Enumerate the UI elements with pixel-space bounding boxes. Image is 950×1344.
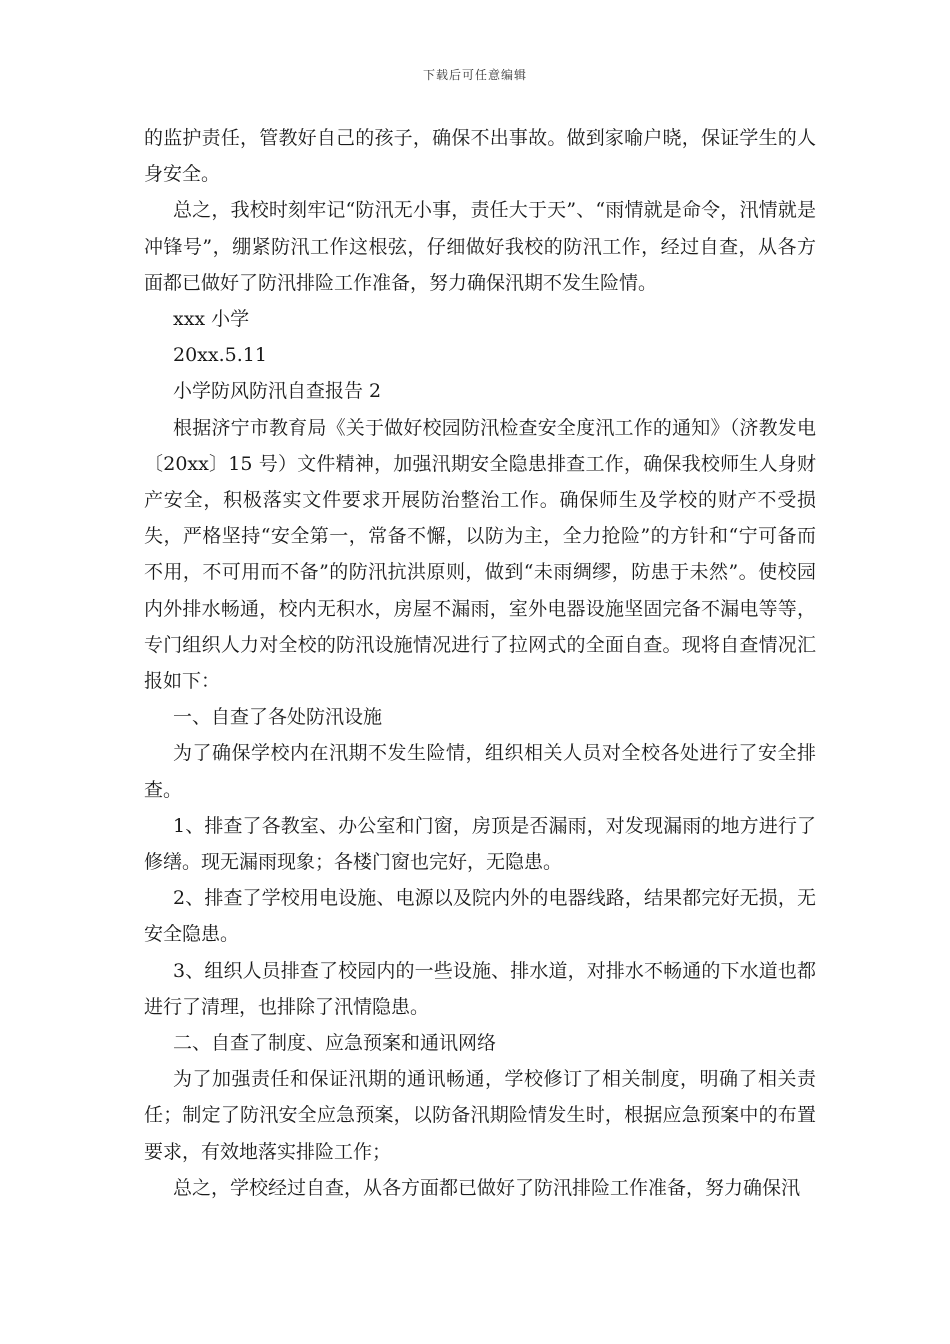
section-heading-1: 一、自查了各处防汛设施	[173, 706, 383, 729]
list-item-2: 2、排查了学校用电设施、电源以及院内外的电器线路，结果都完好无损，无安全隐患。	[144, 887, 816, 946]
signature-school: xxx 小学	[173, 308, 250, 331]
page-header-note: 下载后可任意编辑	[422, 68, 527, 82]
paragraph-conclusion: 总之，学校经过自查，从各方面都已做好了防汛排险工作准备，努力确保汛	[173, 1176, 801, 1199]
list-item-1: 1、排查了各教室、办公室和门窗，房顶是否漏雨，对发现漏雨的地方进行了修缮。现无漏雨现象；各楼门窗也完好，无隐患。	[144, 814, 816, 874]
signature-date: 20xx.5.11	[173, 344, 267, 367]
paragraph-section-1: 为了确保学校内在汛期不发生险情，组织相关人员对全校各处进行了安全排查。	[144, 742, 816, 801]
report-title: 小学防风防汛自查报告 2	[173, 380, 382, 403]
document-body	[144, 120, 816, 1206]
paragraph-section-2: 为了加强责任和保证汛期的通讯畅通，学校修订了相关制度，明确了相关责任；制定了防汛安全应急预案，以防备汛期险情发生时，根据应急预案中的布置要求，有效地落实排险工作；	[144, 1068, 816, 1163]
paragraph-intro: 根据济宁市教育局《关于做好校园防汛检查安全度汛工作的通知》（济教发电〔20xx〕15 号）文件精神，加强汛期安全隐患排查工作，确保我校师生人身财产安全，积极落实文件要求开展防治整治工作。确保师生及学校的财产不受损失，严格坚持“安全第一，常备不懈，以防为主，全力抢险”的方针和“宁可备而不用，不可用而不备”的防汛抗洪原则，做到“未雨绸缪，防患于未然”。使校园内外排水畅通，校内无积水，房屋不漏雨，室外电器设施坚固完备不漏电等等，专门组织人力对全校的防汛设施情况进行了拉网式的全面自查。现将自查情况汇报如下：	[144, 416, 816, 693]
paragraph-continuation: 的监护责任，管教好自己的孩子，确保不出事故。做到家喻户晓，保证学生的人身安全。	[144, 127, 816, 186]
paragraph-summary: 总之，我校时刻牢记“防汛无小事，责任大于天”、“雨情就是命令，汛情就是冲锋号”，绷紧防汛工作这根弦，仔细做好我校的防汛工作，经过自查，从各方面都已做好了防汛排险工作准备，努力确保汛期不发生险情。	[144, 199, 816, 294]
section-heading-2: 二、自查了制度、应急预案和通讯网络	[173, 1032, 497, 1055]
list-item-3: 3、组织人员排查了校园内的一些设施、排水道，对排水不畅通的下水道也都进行了清理，也排除了汛情隐患。	[144, 959, 816, 1018]
